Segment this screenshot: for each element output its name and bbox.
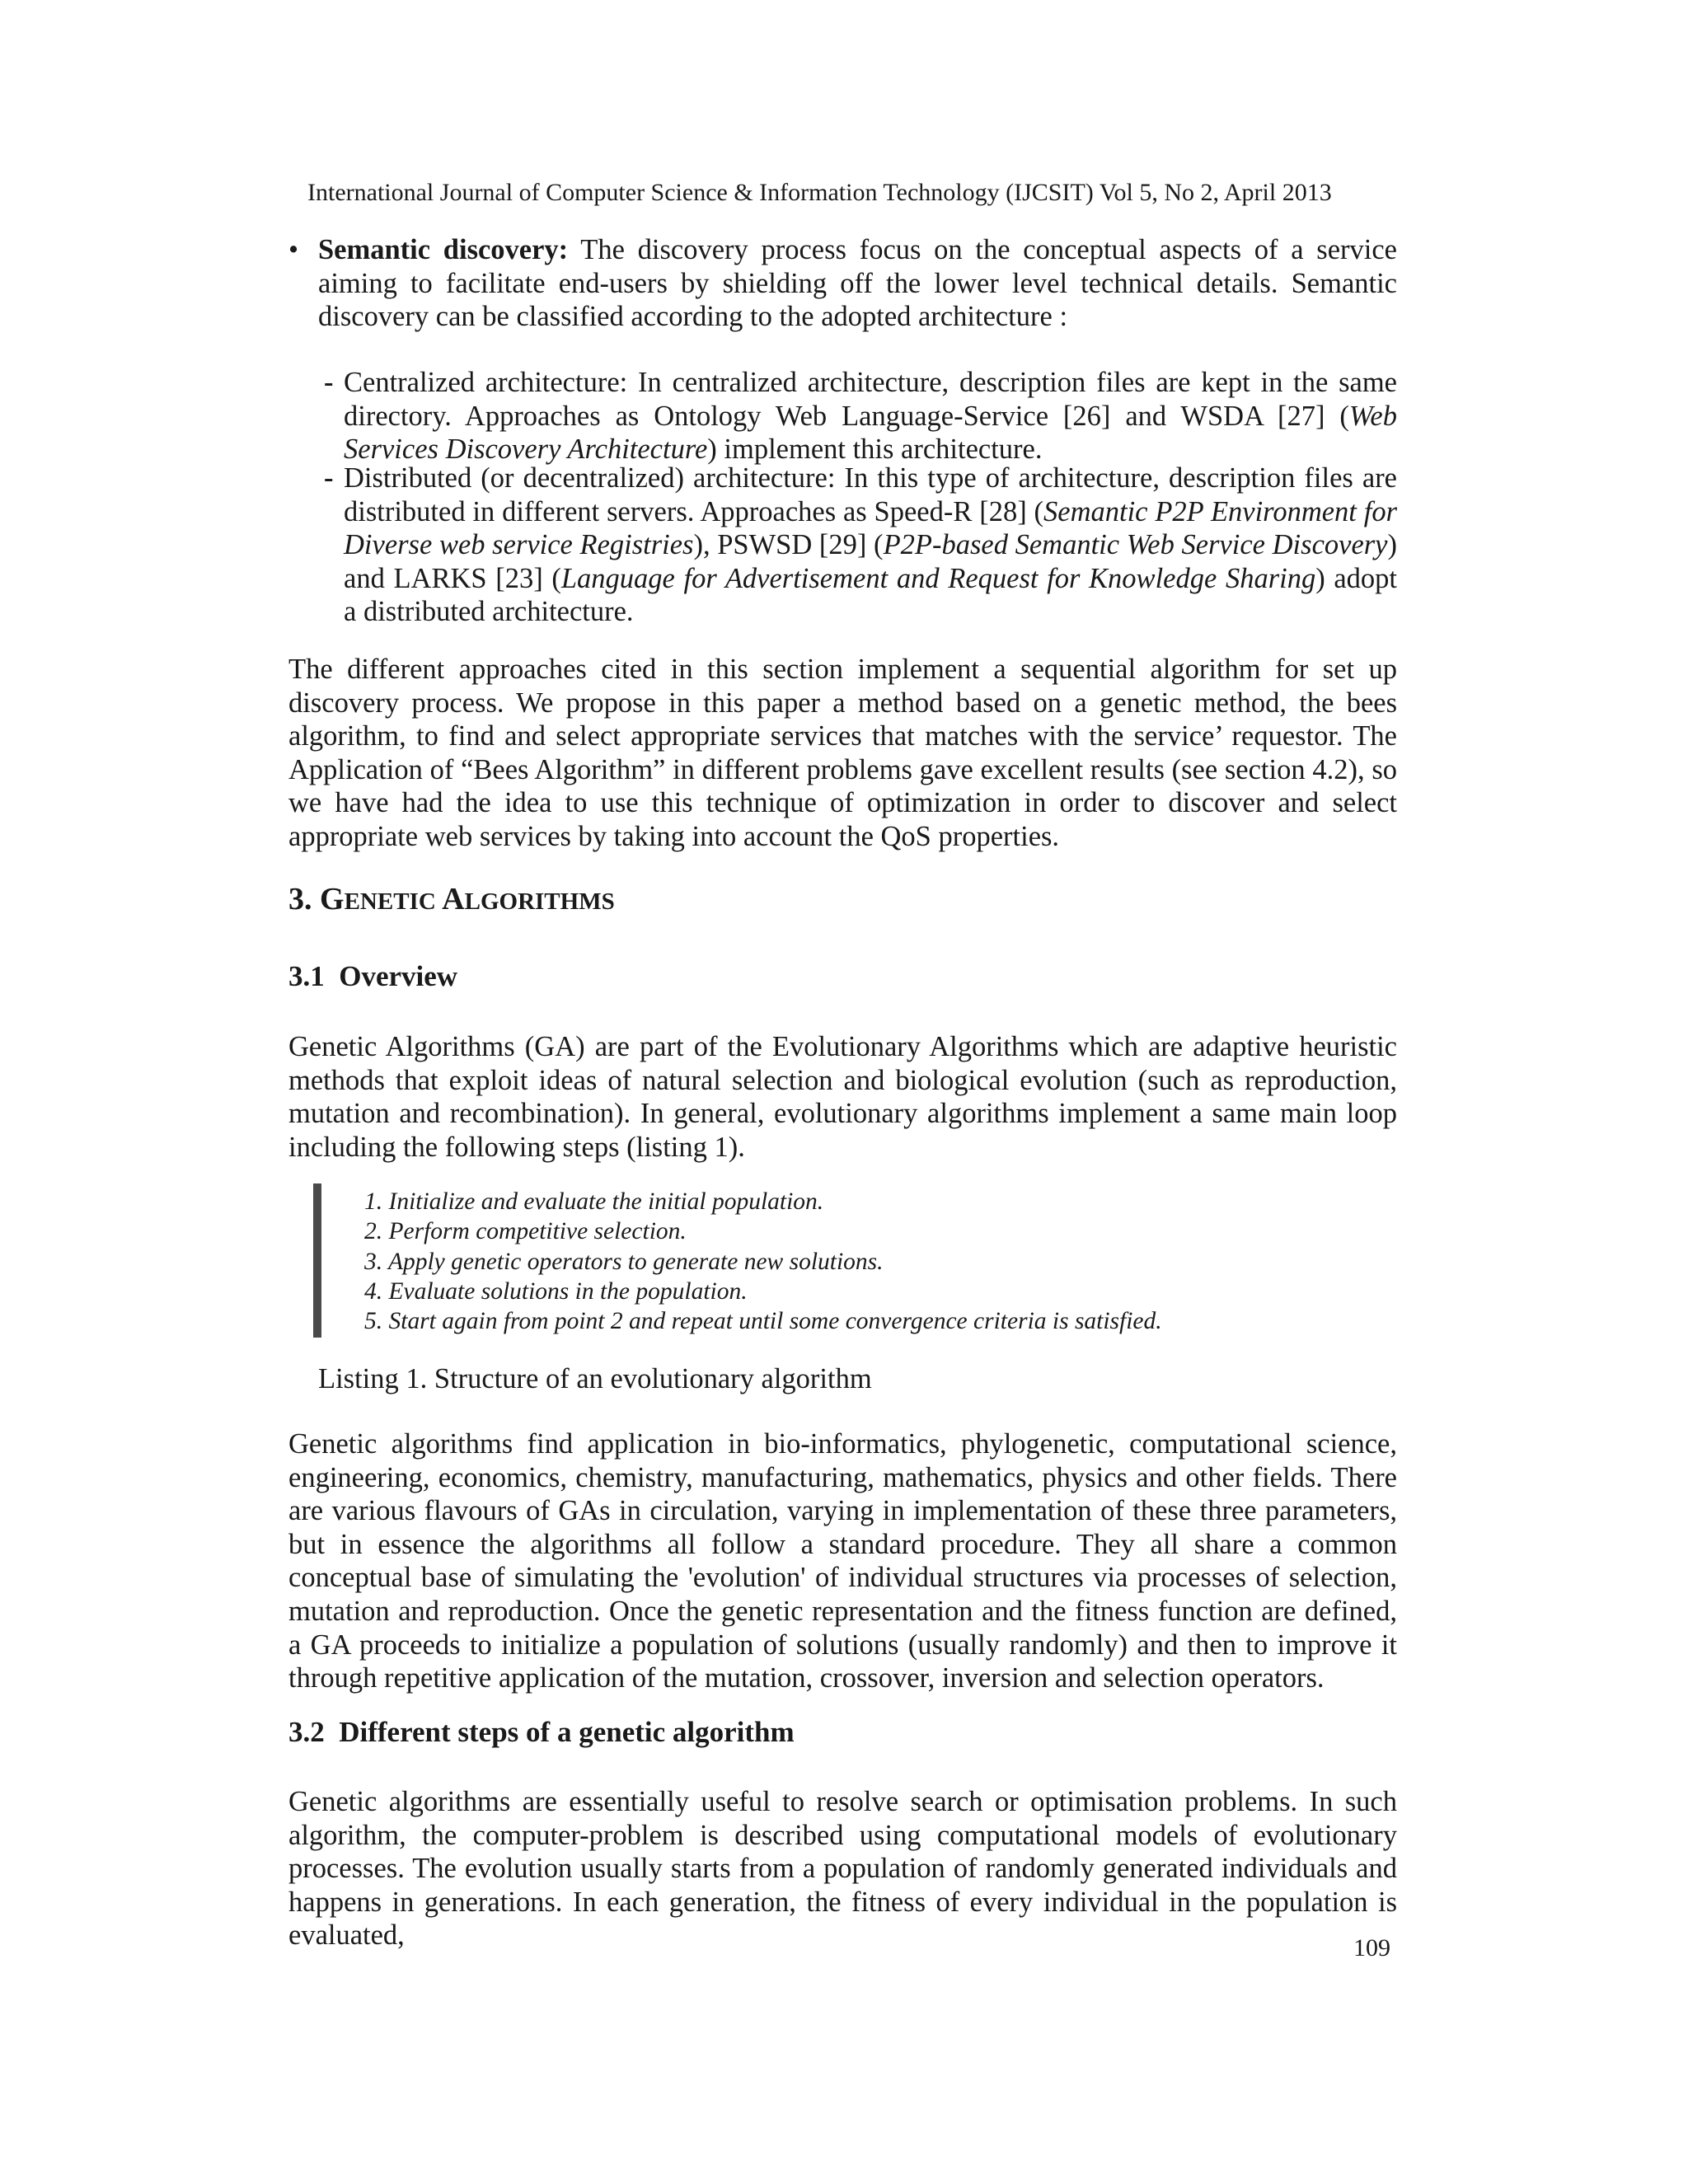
distributed-text-part: ) and LARKS [23] ( bbox=[344, 529, 1397, 594]
centralized-architecture-text bbox=[344, 366, 1397, 466]
subsection-number: 3.1 bbox=[288, 960, 325, 992]
semantic-discovery-text bbox=[318, 233, 1397, 334]
approaches-paragraph bbox=[288, 653, 1397, 854]
semantic-discovery-term: Semantic discovery: bbox=[318, 234, 569, 265]
listing-step: 5. Start again from point 2 and repeat until some convergence criteria is satisfied. bbox=[364, 1308, 1162, 1335]
overview-paragraph bbox=[288, 1030, 1397, 1164]
applications-paragraph bbox=[288, 1427, 1397, 1695]
steps-paragraph-text: Genetic algorithms are essentially useful to resolve search or optimisation problems. In such algorithm, the computer-problem is described using computational models of evolutionary processes. The evolution usually starts from a population of randomly generated individuals and happens in generations. In each generation, the fitness of every individual in the population is evaluated, bbox=[288, 1786, 1397, 1952]
wsda-expansion: Web Services Discovery Architecture bbox=[344, 400, 1397, 466]
subsection-3-1-heading bbox=[288, 959, 457, 994]
approaches-paragraph-text: The different approaches cited in this section implement a sequential algorithm for set up discovery process. We propose in this paper a method based on a genetic method, the bees algorithm, to find and select appropriate services that matches with the service’ requestor. The Application of “Bees Algorithm” in different problems gave excellent results (see section 4.2), so we have had the idea to use this technique of optimization in order to discover and select appropriate web services by taking into account the QoS properties. bbox=[288, 654, 1397, 852]
listing-step: 1. Initialize and evaluate the initial population. bbox=[364, 1188, 824, 1215]
heading-cap: A bbox=[442, 882, 465, 916]
page-number: 109 bbox=[1353, 1934, 1390, 1961]
distributed-text-part: Distributed (or decentralized) architecture: In this type of architecture, description files are distributed in different servers. Approaches as Speed-R [28] ( bbox=[344, 462, 1397, 527]
section-3-heading bbox=[288, 881, 615, 920]
listing-step: 4. Evaluate solutions in the population. bbox=[364, 1277, 748, 1305]
dash-marker: - bbox=[324, 367, 334, 398]
applications-paragraph-text: Genetic algorithms find application in bio-informatics, phylogenetic, computational science, engineering, economics, chemistry, manufacturing, mathematics, physics and other fields. There are various flavours of GAs in circulation, varying in implementation of these three parameters, but in essence the algorithms all follow a standard procedure. They all share a common conceptual base of simulating the 'evolution' of individual structures via processes of selection, mutation and reproduction. Once the genetic representation and the fitness function are defined, a GA proceeds to initialize a population of solutions (usually randomly) and then to improve it through repetitive application of the mutation, crossover, inversion and selection operators. bbox=[288, 1428, 1397, 1694]
subsection-title: Different steps of a genetic algorithm bbox=[339, 1716, 795, 1748]
larks-expansion: Language for Advertisement and Request for Knowledge Sharing bbox=[560, 562, 1316, 594]
subsection-3-2-heading bbox=[288, 1715, 795, 1750]
running-head: International Journal of Computer Science & Information Technology (IJCSIT) Vol 5, No 2, April 2013 bbox=[307, 179, 1332, 206]
listing-caption: Listing 1. Structure of an evolutionary algorithm bbox=[318, 1363, 872, 1394]
distributed-architecture-text bbox=[344, 462, 1397, 629]
overview-paragraph-text: Genetic Algorithms (GA) are part of the Evolutionary Algorithms which are adaptive heuristic methods that exploit ideas of natural selection and biological evolution (such as reproduction, mutation and recombination). In general, evolutionary algorithms implement a same main loop including the following steps (listing 1). bbox=[288, 1031, 1397, 1163]
listing-border bbox=[313, 1183, 321, 1338]
subsection-number: 3.2 bbox=[288, 1716, 325, 1748]
listing-step: 3. Apply genetic operators to generate new solutions. bbox=[364, 1248, 884, 1275]
section-number: 3. bbox=[288, 882, 320, 916]
semantic-discovery-description: The discovery process focus on the conceptual aspects of a service aiming to facilitate end-users by shielding off the lower level technical details. Semantic discovery can be classified according to the adopted architecture : bbox=[318, 234, 1397, 333]
heading-smallcaps: LGORITHMS bbox=[464, 888, 615, 915]
subsection-title: Overview bbox=[339, 960, 458, 992]
pswsd-expansion: P2P-based Semantic Web Service Discovery bbox=[883, 529, 1388, 561]
listing-step: 2. Perform competitive selection. bbox=[364, 1218, 687, 1245]
distributed-text-end: ) adopt a distributed architecture. bbox=[344, 562, 1398, 628]
listing-steps bbox=[364, 1187, 1162, 1336]
dash-marker: - bbox=[324, 462, 334, 494]
bullet-marker: • bbox=[288, 234, 299, 265]
distributed-text-part: ), PSWSD [29] ( bbox=[693, 529, 884, 561]
centralized-text-part: Centralized architecture: In centralized architecture, description files are kept in the same directory. Approaches as Ontology Web Language-Service [26] and WSDA [27] ( bbox=[344, 367, 1397, 432]
speed-r-expansion: Semantic P2P Environment for Diverse web service Registries bbox=[344, 495, 1397, 561]
steps-paragraph bbox=[288, 1785, 1397, 1952]
heading-smallcaps: ENETIC bbox=[344, 888, 436, 915]
centralized-text-end: ) implement this architecture. bbox=[707, 434, 1043, 466]
heading-cap: G bbox=[320, 882, 345, 916]
